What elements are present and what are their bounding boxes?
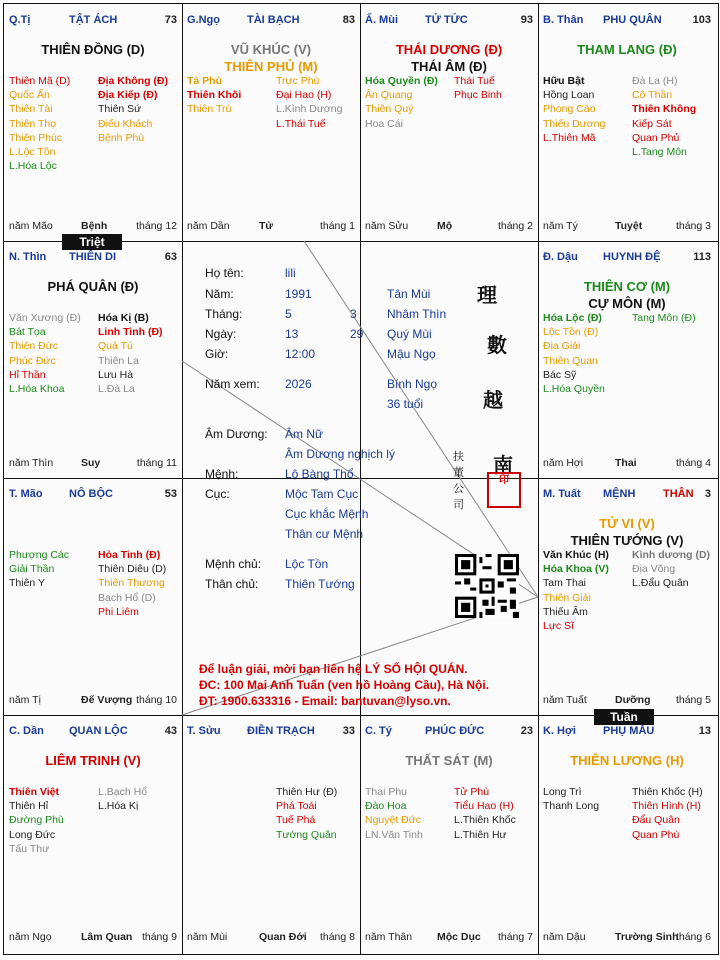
minor-star: Lộc Tồn (Đ): [543, 326, 599, 339]
palace-year: năm Ngọ: [9, 931, 52, 943]
palace-year: năm Mão: [9, 220, 53, 232]
chart-center-info: [187, 244, 541, 718]
minor-star: Văn Xương (Đ): [9, 312, 81, 324]
palace-year: năm Mùi: [187, 931, 228, 943]
minor-star: L.Đẩu Quân: [632, 577, 689, 590]
minor-star: L.Đà La: [98, 383, 135, 396]
palace-cell-mao[interactable]: [4, 478, 182, 715]
palace-cell-ty[interactable]: [4, 4, 182, 241]
palace-stage: Thai: [615, 457, 637, 469]
minor-stars-right: [276, 785, 337, 842]
palace-month: tháng 9: [141, 931, 177, 943]
minor-star: L.Thiên Khốc: [454, 814, 516, 827]
palace-branch: C. Dần: [9, 725, 44, 737]
minor-star: Thiên Diêu (D): [98, 563, 167, 576]
minor-star: Thiên Tài: [9, 103, 53, 116]
minor-star: Kiếp Sát: [632, 117, 672, 130]
minor-star: Thiên Quý: [365, 103, 414, 116]
minor-star: Đường Phù: [9, 814, 64, 827]
minor-stars-right: [98, 311, 163, 396]
palace-footer: [543, 694, 711, 708]
palace-month: tháng 8: [319, 931, 355, 943]
palace-year: năm Tý: [543, 220, 578, 232]
palace-year: năm Dần: [187, 220, 230, 232]
amduong-value: Âm Nữ: [285, 427, 324, 441]
palace-num: 43: [164, 725, 177, 737]
palace-cell-dan[interactable]: [4, 715, 182, 952]
minor-star: Long Trì: [543, 786, 582, 798]
minor-stars-right: [632, 785, 703, 842]
main-star: THÁI ÂM (Đ): [411, 59, 487, 74]
minor-star: L.Kình Dương: [276, 103, 343, 116]
minor-star: Thiên Đức: [9, 340, 59, 353]
cuc-note: Cục khắc Mệnh: [285, 507, 369, 521]
palace-year: năm Thân: [365, 931, 413, 943]
palace-footer: [9, 694, 177, 708]
minor-star: L.Hóa Khoa: [9, 383, 65, 396]
hour-can: Mậu Ngọ: [387, 347, 436, 361]
palace-branch: G.Ngọ: [187, 14, 220, 26]
minor-star: Phi Liêm: [98, 605, 139, 618]
minor-star: Thiên Thọ: [9, 117, 57, 130]
palace-stage: Trường Sinh: [615, 931, 679, 943]
tuan-badge: Tuần: [594, 709, 654, 725]
minor-star: Tướng Quân: [276, 828, 337, 841]
year-label: Năm:: [205, 287, 234, 301]
minor-star: Hồng Loan: [543, 89, 595, 102]
palace-header: [9, 14, 177, 28]
palace-num: 113: [693, 251, 711, 263]
minor-stars-left: [543, 785, 599, 813]
minor-star: Tấu Thư: [9, 842, 50, 855]
palace-branch: T. Mão: [9, 488, 43, 500]
palace-month: tháng 7: [497, 931, 533, 943]
palace-cell-dau[interactable]: [538, 241, 716, 478]
minor-star: L.Tang Môn: [632, 146, 687, 159]
day-solar: 13: [285, 327, 299, 341]
minor-star: Phúc Đức: [9, 354, 56, 367]
minor-star: Quan Phủ: [632, 131, 680, 144]
palace-stage: Đế Vượng: [81, 694, 133, 706]
palace-cell-mui[interactable]: [360, 4, 538, 241]
minor-star: L.Hóa Kị: [98, 800, 139, 813]
minor-star: Thiên Sứ: [98, 103, 142, 116]
view-year: 2026: [285, 377, 312, 391]
minor-stars-right: [632, 548, 710, 591]
palace-month: tháng 2: [497, 220, 533, 232]
minor-star: Bạch Hổ (D): [98, 591, 156, 604]
minor-star: Hữu Bật: [543, 75, 585, 87]
palace-year: năm Dậu: [543, 931, 586, 943]
minor-stars-right: [98, 785, 147, 813]
palace-house: NÔ BỘC: [69, 488, 113, 500]
palace-month: tháng 10: [136, 694, 177, 706]
palace-footer: [9, 220, 177, 234]
minor-star: Phục Binh: [454, 89, 502, 102]
minor-star: L.Thái Tuế: [276, 117, 326, 130]
minor-star: Phượng Các: [9, 549, 70, 561]
minor-star: Thiên Phúc: [9, 131, 63, 144]
minor-stars-right: [98, 74, 168, 145]
cuc-note-2: Thân cư Mệnh: [285, 527, 364, 541]
palace-month: tháng 4: [675, 457, 711, 469]
palace-num: 53: [164, 488, 177, 500]
triet-badge: Triệt: [62, 234, 122, 250]
palace-header: [187, 725, 355, 739]
palace-house: TỬ TỨC: [425, 14, 468, 26]
minor-star: L.Thiên Hư: [454, 828, 507, 841]
minor-star: Thiên Trù: [187, 103, 232, 116]
calligraphy-char-1: 理: [477, 283, 497, 307]
age: 36 tuổi: [387, 397, 424, 411]
minor-stars-right: [98, 548, 166, 619]
palace-house: PHỤ MẪU: [603, 725, 655, 737]
horoscope-chart: [3, 3, 719, 955]
palace-footer: [543, 220, 711, 234]
palace-house: TÀI BẠCH: [247, 14, 300, 26]
minor-stars-right: [276, 74, 342, 131]
menh-value: Lộ Bàng Thổ: [285, 467, 354, 481]
minor-stars-left: [365, 74, 438, 131]
main-star: THIÊN CƠ (M): [583, 279, 671, 294]
palace-footer: [9, 457, 177, 471]
minor-star: Quả Tú: [98, 340, 133, 353]
palace-tag: THÂN: [663, 488, 694, 500]
minor-star: Hóa Quyền (Đ): [365, 75, 438, 87]
palace-stage: Suy: [81, 457, 101, 469]
minor-star: Địa Không (Đ): [98, 75, 168, 87]
palace-house: QUAN LỘC: [69, 725, 128, 737]
palace-footer: [365, 220, 533, 234]
palace-house: ĐIỀN TRẠCH: [247, 725, 315, 737]
palace-year: năm Sửu: [365, 220, 409, 232]
minor-star: Hỉ Thần: [9, 368, 46, 381]
palace-house: TẬT ÁCH: [69, 14, 118, 26]
month-can: Nhâm Thìn: [387, 307, 447, 321]
palace-branch: T. Sửu: [187, 725, 221, 737]
minor-star: Hỏa Tinh (Đ): [98, 549, 161, 561]
month-label: Tháng:: [205, 307, 243, 321]
main-star: VŨ KHÚC (V): [230, 42, 312, 57]
palace-header: [9, 488, 177, 502]
palace-branch: C. Tý: [365, 725, 392, 737]
minor-star: Trực Phù: [276, 75, 320, 87]
palace-cell-than[interactable]: [538, 4, 716, 241]
minor-star: Long Đức: [9, 828, 56, 841]
minor-star: Phong Cáo: [543, 103, 596, 116]
minor-star: Thiếu Âm: [543, 605, 588, 618]
palace-header: [543, 251, 711, 265]
year-value: 1991: [285, 287, 312, 301]
minor-star: Bát Tọa: [9, 326, 46, 339]
palace-num: 33: [342, 725, 355, 737]
hour-label: Giờ:: [205, 347, 229, 361]
palace-num: 63: [164, 251, 177, 263]
palace-header: [9, 725, 177, 739]
minor-stars-right: [632, 74, 696, 159]
minor-star: Thiên La: [98, 354, 139, 367]
palace-num: 103: [692, 14, 711, 26]
amduong-note: Âm Dương nghịch lý: [285, 447, 395, 461]
palace-num: 13: [698, 725, 711, 737]
main-star: CỰ MÔN (M): [588, 296, 666, 311]
palace-house: HUYNH ĐỆ: [603, 251, 661, 263]
cuc-label: Cục:: [205, 487, 230, 501]
minor-star: Quan Phù: [632, 828, 680, 841]
minor-stars-left: [9, 74, 70, 173]
main-star: THIÊN PHỦ (M): [224, 59, 318, 74]
main-star: THÁI DƯƠNG (Đ): [395, 42, 503, 57]
contact-line-3[interactable]: ĐT: 1900.633316 - Email: bantuvan@lyso.vn.: [199, 694, 451, 708]
palace-num: 73: [164, 14, 177, 26]
day-can: Quý Mùi: [387, 327, 432, 341]
minor-star: Đào Hoa: [365, 800, 407, 813]
minor-star: Thiên Giải: [543, 591, 591, 604]
minor-star: Thiên Khốc (H): [632, 786, 703, 798]
palace-stage: Bệnh: [81, 220, 108, 232]
palace-stage: Mộc Dục: [437, 931, 481, 943]
minor-stars-right: [454, 785, 516, 842]
minor-star: Bệnh Phù: [98, 131, 145, 144]
minor-star: Thiên Hỉ: [9, 800, 49, 813]
palace-footer: [187, 220, 355, 234]
minor-star: Bác Sỹ: [543, 368, 577, 381]
palace-header: [365, 725, 533, 739]
palace-header: [187, 14, 355, 28]
minor-stars-left: [543, 548, 609, 633]
calligraphy-char-4: 南: [493, 453, 513, 477]
main-star: TỬ VI (V): [599, 516, 655, 531]
palace-branch: N. Thìn: [9, 251, 47, 263]
minor-star: Thiếu Dương: [543, 117, 606, 130]
palace-header: [543, 725, 711, 739]
minor-star: Thiên Không: [632, 103, 697, 116]
palace-year: năm Thìn: [9, 457, 54, 469]
palace-footer: [187, 931, 355, 945]
minor-stars-left: [9, 311, 81, 396]
than-chu-label: Thân chủ:: [205, 577, 259, 591]
minor-star: Đại Hao (H): [276, 89, 332, 102]
palace-header: [543, 488, 711, 502]
minor-star: Lưu Hà: [98, 368, 134, 381]
menh-chu-value: Lộc Tồn: [285, 557, 329, 571]
palace-month: tháng 5: [675, 694, 711, 706]
palace-header: [9, 251, 177, 265]
view-can: Bính Ngọ: [387, 377, 438, 391]
palace-cell-tyy[interactable]: [360, 715, 538, 952]
palace-year: năm Tị: [9, 694, 41, 706]
minor-star: Đà La (H): [632, 75, 678, 87]
minor-star: L.Bạch Hổ: [98, 786, 148, 798]
month-lunar: 3: [350, 307, 357, 321]
palace-month: tháng 3: [675, 220, 711, 232]
minor-star: Cô Thần: [632, 89, 673, 102]
palace-cell-tuat[interactable]: [538, 478, 716, 715]
palace-branch: Đ. Dậu: [543, 251, 578, 263]
minor-star: Thiên Hình (H): [632, 800, 701, 813]
palace-num: 83: [342, 14, 355, 26]
main-star: THIÊN TƯỚNG (V): [570, 533, 684, 548]
minor-stars-left: [187, 74, 241, 117]
minor-star: L.Hóa Lộc: [9, 160, 57, 173]
month-solar: 5: [285, 307, 292, 321]
minor-star: Thiên Việt: [9, 786, 59, 798]
minor-star: Lực Sĩ: [543, 620, 574, 633]
than-chu-value: Thiên Tướng: [285, 577, 355, 591]
minor-star: Hóa Khoa (V): [543, 563, 609, 576]
palace-stage: Mộ: [437, 220, 453, 232]
minor-star: Văn Khúc (H): [543, 549, 609, 561]
palace-stage: Lâm Quan: [81, 931, 133, 943]
qr-code[interactable]: [455, 554, 519, 618]
minor-stars-right: [454, 74, 502, 102]
palace-month: tháng 1: [319, 220, 355, 232]
palace-house: PHU QUÂN: [603, 14, 662, 26]
minor-star: Thiên Quan: [543, 354, 598, 367]
minor-star: Tam Thai: [543, 577, 586, 590]
main-star: LIÊM TRINH (V): [45, 753, 141, 768]
palace-branch: K. Hợi: [543, 725, 576, 737]
minor-star: Thiên Hư (Đ): [276, 786, 338, 798]
contact-line-2: ĐC: 100 Mai Anh Tuấn (ven hồ Hoàng Cầu), Hà Nội.: [199, 678, 490, 692]
minor-star: LN.Văn Tinh: [365, 828, 423, 841]
minor-star: L.Hóa Quyền: [543, 383, 605, 396]
palace-cell-hoi[interactable]: [538, 715, 716, 952]
minor-star: Thanh Long: [543, 800, 600, 813]
minor-star: Tang Môn (Đ): [632, 312, 696, 324]
minor-star: Kình dương (D): [632, 549, 711, 561]
minor-star: Thiên Mã (D): [9, 75, 71, 87]
main-star: THAM LANG (Đ): [577, 42, 677, 57]
palace-cell-thin[interactable]: [4, 241, 182, 478]
minor-star: Tử Phù: [454, 786, 490, 798]
menh-chu-label: Mệnh chủ:: [205, 557, 262, 571]
minor-star: Ân Quang: [365, 89, 413, 102]
menh-label: Mệnh:: [205, 467, 239, 481]
palace-month: tháng 6: [675, 931, 711, 943]
day-lunar: 29: [350, 327, 364, 341]
palace-footer: [9, 931, 177, 945]
palace-footer: [543, 457, 711, 471]
minor-star: Thai Phụ: [365, 786, 408, 798]
palace-branch: Ấ. Mùi: [365, 14, 398, 26]
palace-footer: [365, 931, 533, 945]
minor-star: Địa Võng: [632, 563, 676, 576]
palace-stage: Tử: [259, 220, 274, 232]
palace-num: 93: [520, 14, 533, 26]
minor-star: L.Thiên Mã: [543, 131, 596, 144]
palace-cell-suu[interactable]: [182, 715, 360, 952]
palace-footer: [543, 931, 711, 945]
hour-value: 12:00: [285, 347, 316, 361]
minor-star: L.Lộc Tồn: [9, 146, 56, 159]
minor-star: Linh Tinh (Đ): [98, 326, 163, 339]
minor-star: Hóa Lộc (Đ): [543, 312, 602, 324]
minor-star: Quốc Ấn: [9, 89, 50, 102]
palace-house: MỆNH: [603, 488, 636, 500]
palace-year: năm Hợi: [543, 457, 584, 469]
year-can: Tân Mùi: [387, 287, 431, 301]
day-label: Ngày:: [205, 327, 237, 341]
palace-house: PHÚC ĐỨC: [425, 725, 485, 737]
name-label: Họ tên:: [205, 266, 244, 280]
palace-header: [543, 14, 711, 28]
red-seal: 印: [487, 472, 521, 508]
minor-star: Nguyệt Đức: [365, 814, 422, 827]
minor-star: Địa Kiếp (Đ): [98, 89, 158, 102]
minor-stars-left: [9, 785, 64, 856]
palace-num: 3: [704, 488, 711, 500]
amduong-label: Âm Dương:: [205, 427, 268, 441]
minor-star: Địa Giải: [543, 340, 581, 353]
calligraphy-char-2: 數: [487, 333, 507, 357]
palace-stage: Tuyệt: [615, 220, 643, 232]
main-star: THẤT SÁT (M): [405, 753, 493, 768]
name-value: lili: [285, 266, 296, 280]
minor-star: Thái Tuế: [454, 75, 495, 87]
minor-star: Thiên Y: [9, 577, 45, 590]
side-inscription: 扶 董 公 司: [453, 450, 464, 511]
minor-stars-left: [543, 311, 605, 396]
minor-stars-left: [543, 74, 605, 145]
calligraphy-char-3: 越: [483, 388, 503, 412]
palace-num: 23: [520, 725, 533, 737]
minor-star: Tuế Phá: [276, 814, 316, 827]
contact-line-1: Để luận giải, mời bạn liên hệ LÝ SỐ HỘI QUÁN.: [199, 662, 468, 676]
minor-stars-left: [365, 785, 423, 842]
minor-star: Hóa Kị (B): [98, 312, 149, 324]
palace-cell-ngo[interactable]: [182, 4, 360, 241]
palace-stage: Quan Đới: [259, 931, 307, 943]
palace-branch: Q.Tị: [9, 14, 31, 26]
palace-month: tháng 12: [136, 220, 177, 232]
palace-house: THIÊN DI: [69, 251, 117, 263]
palace-header: [365, 14, 533, 28]
palace-stage: Dưỡng: [615, 694, 651, 706]
minor-star: Hoa Cái: [365, 117, 403, 130]
minor-star: Điếu Khách: [98, 117, 153, 130]
minor-star: Thiên Khôi: [187, 89, 242, 102]
palace-branch: B. Thân: [543, 14, 584, 26]
palace-branch: M. Tuất: [543, 488, 581, 500]
view-year-label: Năm xem:: [205, 377, 260, 391]
minor-star: Phá Toái: [276, 800, 317, 813]
minor-star: Đẩu Quân: [632, 814, 680, 827]
minor-stars-left: [9, 548, 69, 591]
minor-star: Giải Thần: [9, 563, 55, 576]
main-star: THIÊN LƯƠNG (H): [570, 753, 684, 768]
minor-star: Tả Phù: [187, 75, 223, 87]
minor-stars-right: [632, 311, 696, 325]
cuc-value: Mộc Tam Cục: [285, 487, 359, 501]
main-star: THIÊN ĐỒNG (D): [41, 42, 145, 57]
palace-year: năm Tuất: [543, 694, 587, 706]
palace-month: tháng 11: [136, 457, 177, 469]
minor-star: Thiên Thương: [98, 577, 165, 590]
minor-star: Tiểu Hao (H): [454, 800, 514, 813]
main-star: PHÁ QUÂN (Đ): [47, 279, 139, 294]
